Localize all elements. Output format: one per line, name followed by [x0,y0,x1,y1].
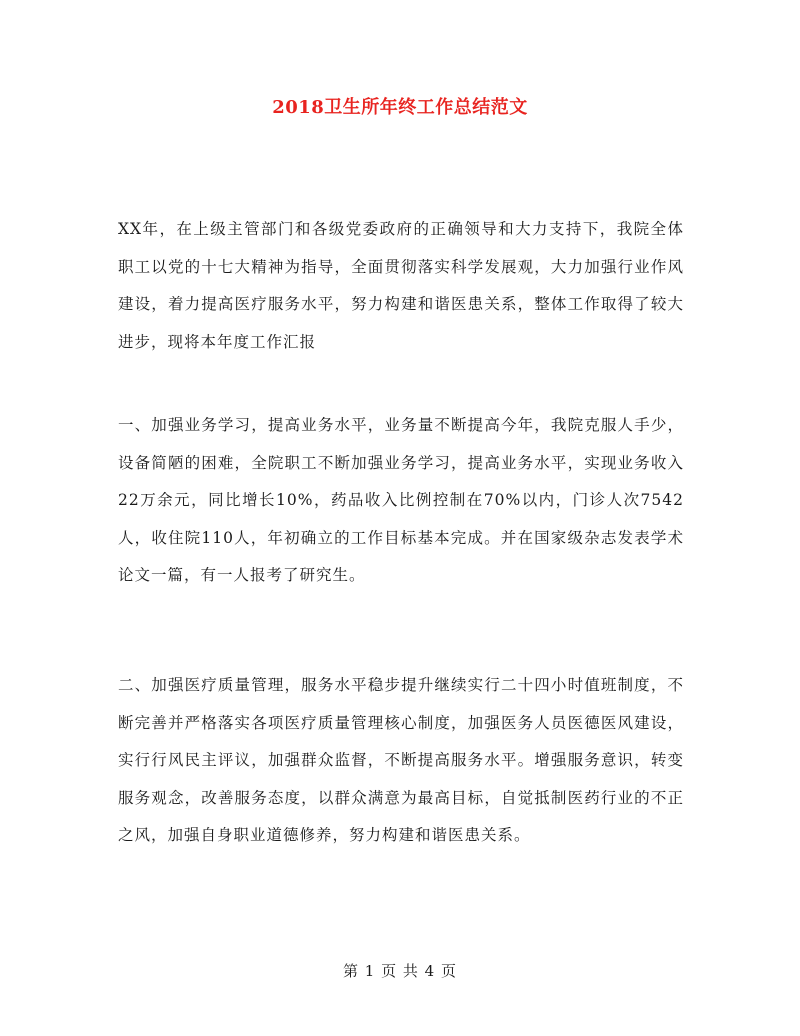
paragraph-section-1: 一、加强业务学习，提高业务水平，业务量不断提高今年，我院克服人手少，设备简陋的困难，全院职工不断加强业务学习，提高业务水平，实现业务收入22万余元，同比增长10%，药品收入比例控制在70%以内，门诊人次7542人，收住院110人，年初确立的工作目标基本完成。并在国家级杂志发表学术论文一篇，有一人报考了研究生。 [118,416,684,584]
paragraph-section-2: 二、加强医疗质量管理，服务水平稳步提升继续实行二十四小时值班制度，不断完善并严格落实各项医疗质量管理核心制度，加强医务人员医德医风建设，实行行风民主评议，加强群众监督，不断提高服务水平。增强服务意识，转变服务观念，改善服务态度，以群众满意为最高目标，自觉抵制医药行业的不正之风，加强自身职业道德修养，努力构建和谐医患关系。 [118,676,684,844]
paragraph-intro: XX年，在上级主管部门和各级党委政府的正确领导和大力支持下，我院全体职工以党的十七大精神为指导，全面贯彻落实科学发展观，大力加强行业作风建设，着力提高医疗服务水平，努力构建和谐医患关系，整体工作取得了较大进步，现将本年度工作汇报 [118,220,684,351]
document-title: 2018卫生所年终工作总结范文 [272,97,528,118]
page-number-footer: 第 1 页 共 4 页 [343,962,457,980]
